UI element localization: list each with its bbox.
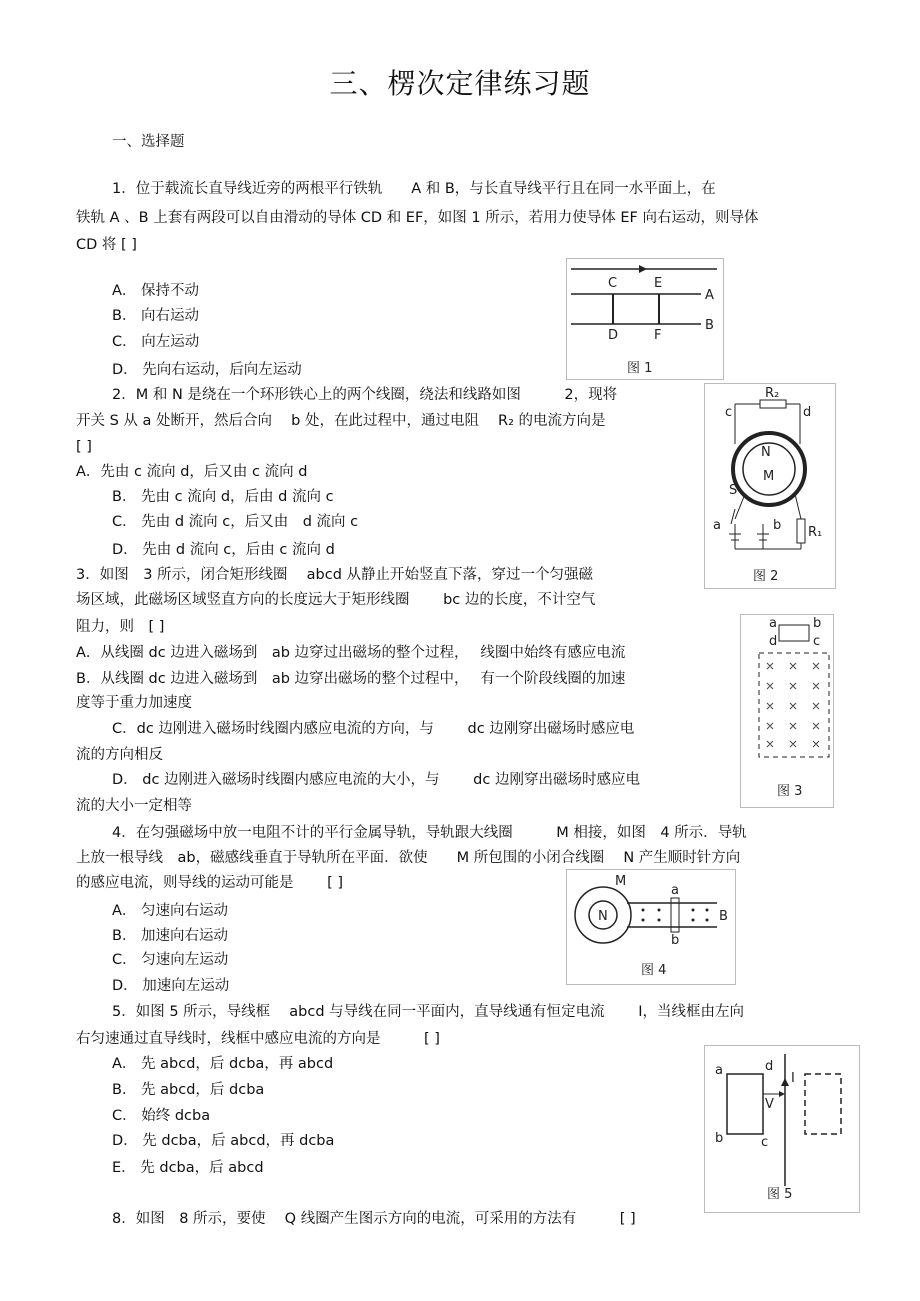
fig5-label-v: V [765,1097,774,1112]
section-heading: 一、选择题 [112,134,185,150]
q1-line3: CD 将 [ ] [76,237,137,253]
q1-option-a: A． 保持不动 [112,283,200,299]
q1-option-b: B． 向右运动 [112,308,200,324]
q4-line3: 的感应电流，则导线的运动可能是 [ ] [76,875,344,891]
q2-line3: [ ] [76,439,92,455]
q1-line1: 1．位于载流长直导线近旁的两根平行铁轨 A 和 B，与长直导线平行且在同一水平面上，在 [112,181,716,197]
q5-option-d: D． 先 dcba，后 abcd，再 dcba [112,1133,335,1149]
fig3-caption: 图 3 [777,784,803,799]
q8-line1: 8．如图 8 所示，要使 Q 线圈产生图示方向的电流，可采用的方法有 [ ] [112,1211,636,1227]
q3-option-a: A．从线圈 dc 边进入磁场到 ab 边穿过出磁场的整个过程， 线圈中始终有感应电流 [76,645,626,661]
figure-2 [704,383,836,589]
q3-option-b-line1: B．从线圈 dc 边进入磁场到 ab 边穿出磁场的整个过程中， 有一个阶段线圈的加速 [76,671,626,687]
fig2-label-d: d [803,405,812,420]
fig5-label-b: b [715,1131,724,1146]
q5-option-a: A． 先 abcd，后 dcba，再 abcd [112,1056,334,1072]
q4-option-a: A． 匀速向右运动 [112,903,229,919]
fig1-label-c: C [608,276,618,291]
fig2-caption: 图 2 [753,569,779,584]
fig4-label-field: B [719,909,728,924]
fig1-label-a: A [705,288,714,303]
page-title: 三、楞次定律练习题 [329,67,591,100]
figure-5 [704,1045,860,1213]
q5-line2: 右匀速通过直导线时，线框中感应电流的方向是 [ ] [76,1031,440,1047]
fig4-label-n: N [598,909,608,924]
q5-option-c: C． 始终 dcba [112,1108,211,1124]
fig4-label-m: M [615,874,627,889]
q1-option-d: D． 先向右运动，后向左运动 [112,362,302,378]
fig1-label-f: F [654,328,662,343]
fig5-caption: 图 5 [767,1187,793,1202]
q4-option-d: D． 加速向左运动 [112,978,230,994]
q5-line1: 5．如图 5 所示，导线框 abcd 与导线在同一平面内，直导线通有恒定电流 I，当线框由左向 [112,1004,745,1020]
fig2-label-m: M [763,469,775,484]
fig2-label-n: N [761,445,771,460]
fig5-label-i: I [791,1071,795,1086]
fig2-label-c: c [725,405,733,420]
fig3-label-a: a [769,616,777,631]
q4-option-c: C． 匀速向左运动 [112,952,229,968]
q3-option-c-line1: C．dc 边刚进入磁场时线圈内感应电流的方向，与 dc 边刚穿出磁场时感应电 [112,721,635,737]
fig1-label-e: E [654,276,663,291]
fig4-label-a: a [671,883,679,898]
q5-option-e: E． 先 dcba，后 abcd [112,1160,264,1176]
q5-option-b: B． 先 abcd，后 dcba [112,1082,265,1098]
fig2-label-b: b [773,518,782,533]
fig1-label-b: B [705,318,714,333]
q3-option-d-line2: 流的大小一定相等 [76,798,192,814]
q2-option-d: D． 先由 d 流向 c，后由 c 流向 d [112,542,335,558]
fig3-label-d: d [769,634,778,649]
fig1-caption: 图 1 [627,361,653,376]
q2-line2: 开关 S 从 a 处断开，然后合向 b 处，在此过程中，通过电阻 R₂ 的电流方向是 [76,413,606,429]
fig4-caption: 图 4 [641,963,667,978]
q3-line2: 场区域，此磁场区域竖直方向的长度远大于矩形线圈 bc 边的长度，不计空气 [76,592,596,608]
fig5-label-a: a [715,1063,723,1078]
figure-3 [740,614,834,808]
fig5-label-c: c [761,1135,769,1150]
q2-option-a: A．先由 c 流向 d，后又由 c 流向 d [76,464,308,480]
q1-option-c: C． 向左运动 [112,334,200,350]
fig3-label-b: b [813,616,822,631]
q4-line1: 4．在匀强磁场中放一电阻不计的平行金属导轨，导轨跟大线圈 M 相接，如图 4 所示．导轨 [112,825,747,841]
q3-option-b-line2: 度等于重力加速度 [76,695,192,711]
q1-line2: 铁轨 A 、B 上套有两段可以自由滑动的导体 CD 和 EF，如图 1 所示，若用力使导体 EF 向右运动，则导体 [76,210,759,226]
q4-option-b: B． 加速向右运动 [112,928,229,944]
figure-4 [566,869,736,985]
fig2-label-a: a [713,518,721,533]
figure-1 [566,258,724,380]
fig2-label-s: S [729,483,738,498]
q4-line2: 上放一根导线 ab，磁感线垂直于导轨所在平面．欲使 M 所包围的小闭合线圈 N 产生顺时针方向 [76,850,741,866]
fig4-label-b: b [671,933,680,948]
q3-option-c-line2: 流的方向相反 [76,747,163,763]
q2-option-b: B． 先由 c 流向 d，后由 d 流向 c [112,489,334,505]
q3-line1: 3．如图 3 所示，闭合矩形线圈 abcd 从静止开始竖直下落，穿过一个匀强磁 [76,567,594,583]
q2-line1: 2．M 和 N 是绕在一个环形铁心上的两个线圈，绕法和线路如图 2，现将 [112,387,618,403]
fig1-label-d: D [608,328,619,343]
fig5-label-d: d [765,1059,774,1074]
fig2-label-r1: R₁ [808,525,823,540]
q3-option-d-line1: D． dc 边刚进入磁场时线圈内感应电流的大小，与 dc 边刚穿出磁场时感应电 [112,772,640,788]
q2-option-c: C． 先由 d 流向 c，后又由 d 流向 c [112,514,359,530]
fig2-label-r2: R₂ [765,386,780,401]
fig3-label-c: c [813,634,821,649]
q3-line3: 阻力，则 [ ] [76,619,165,635]
